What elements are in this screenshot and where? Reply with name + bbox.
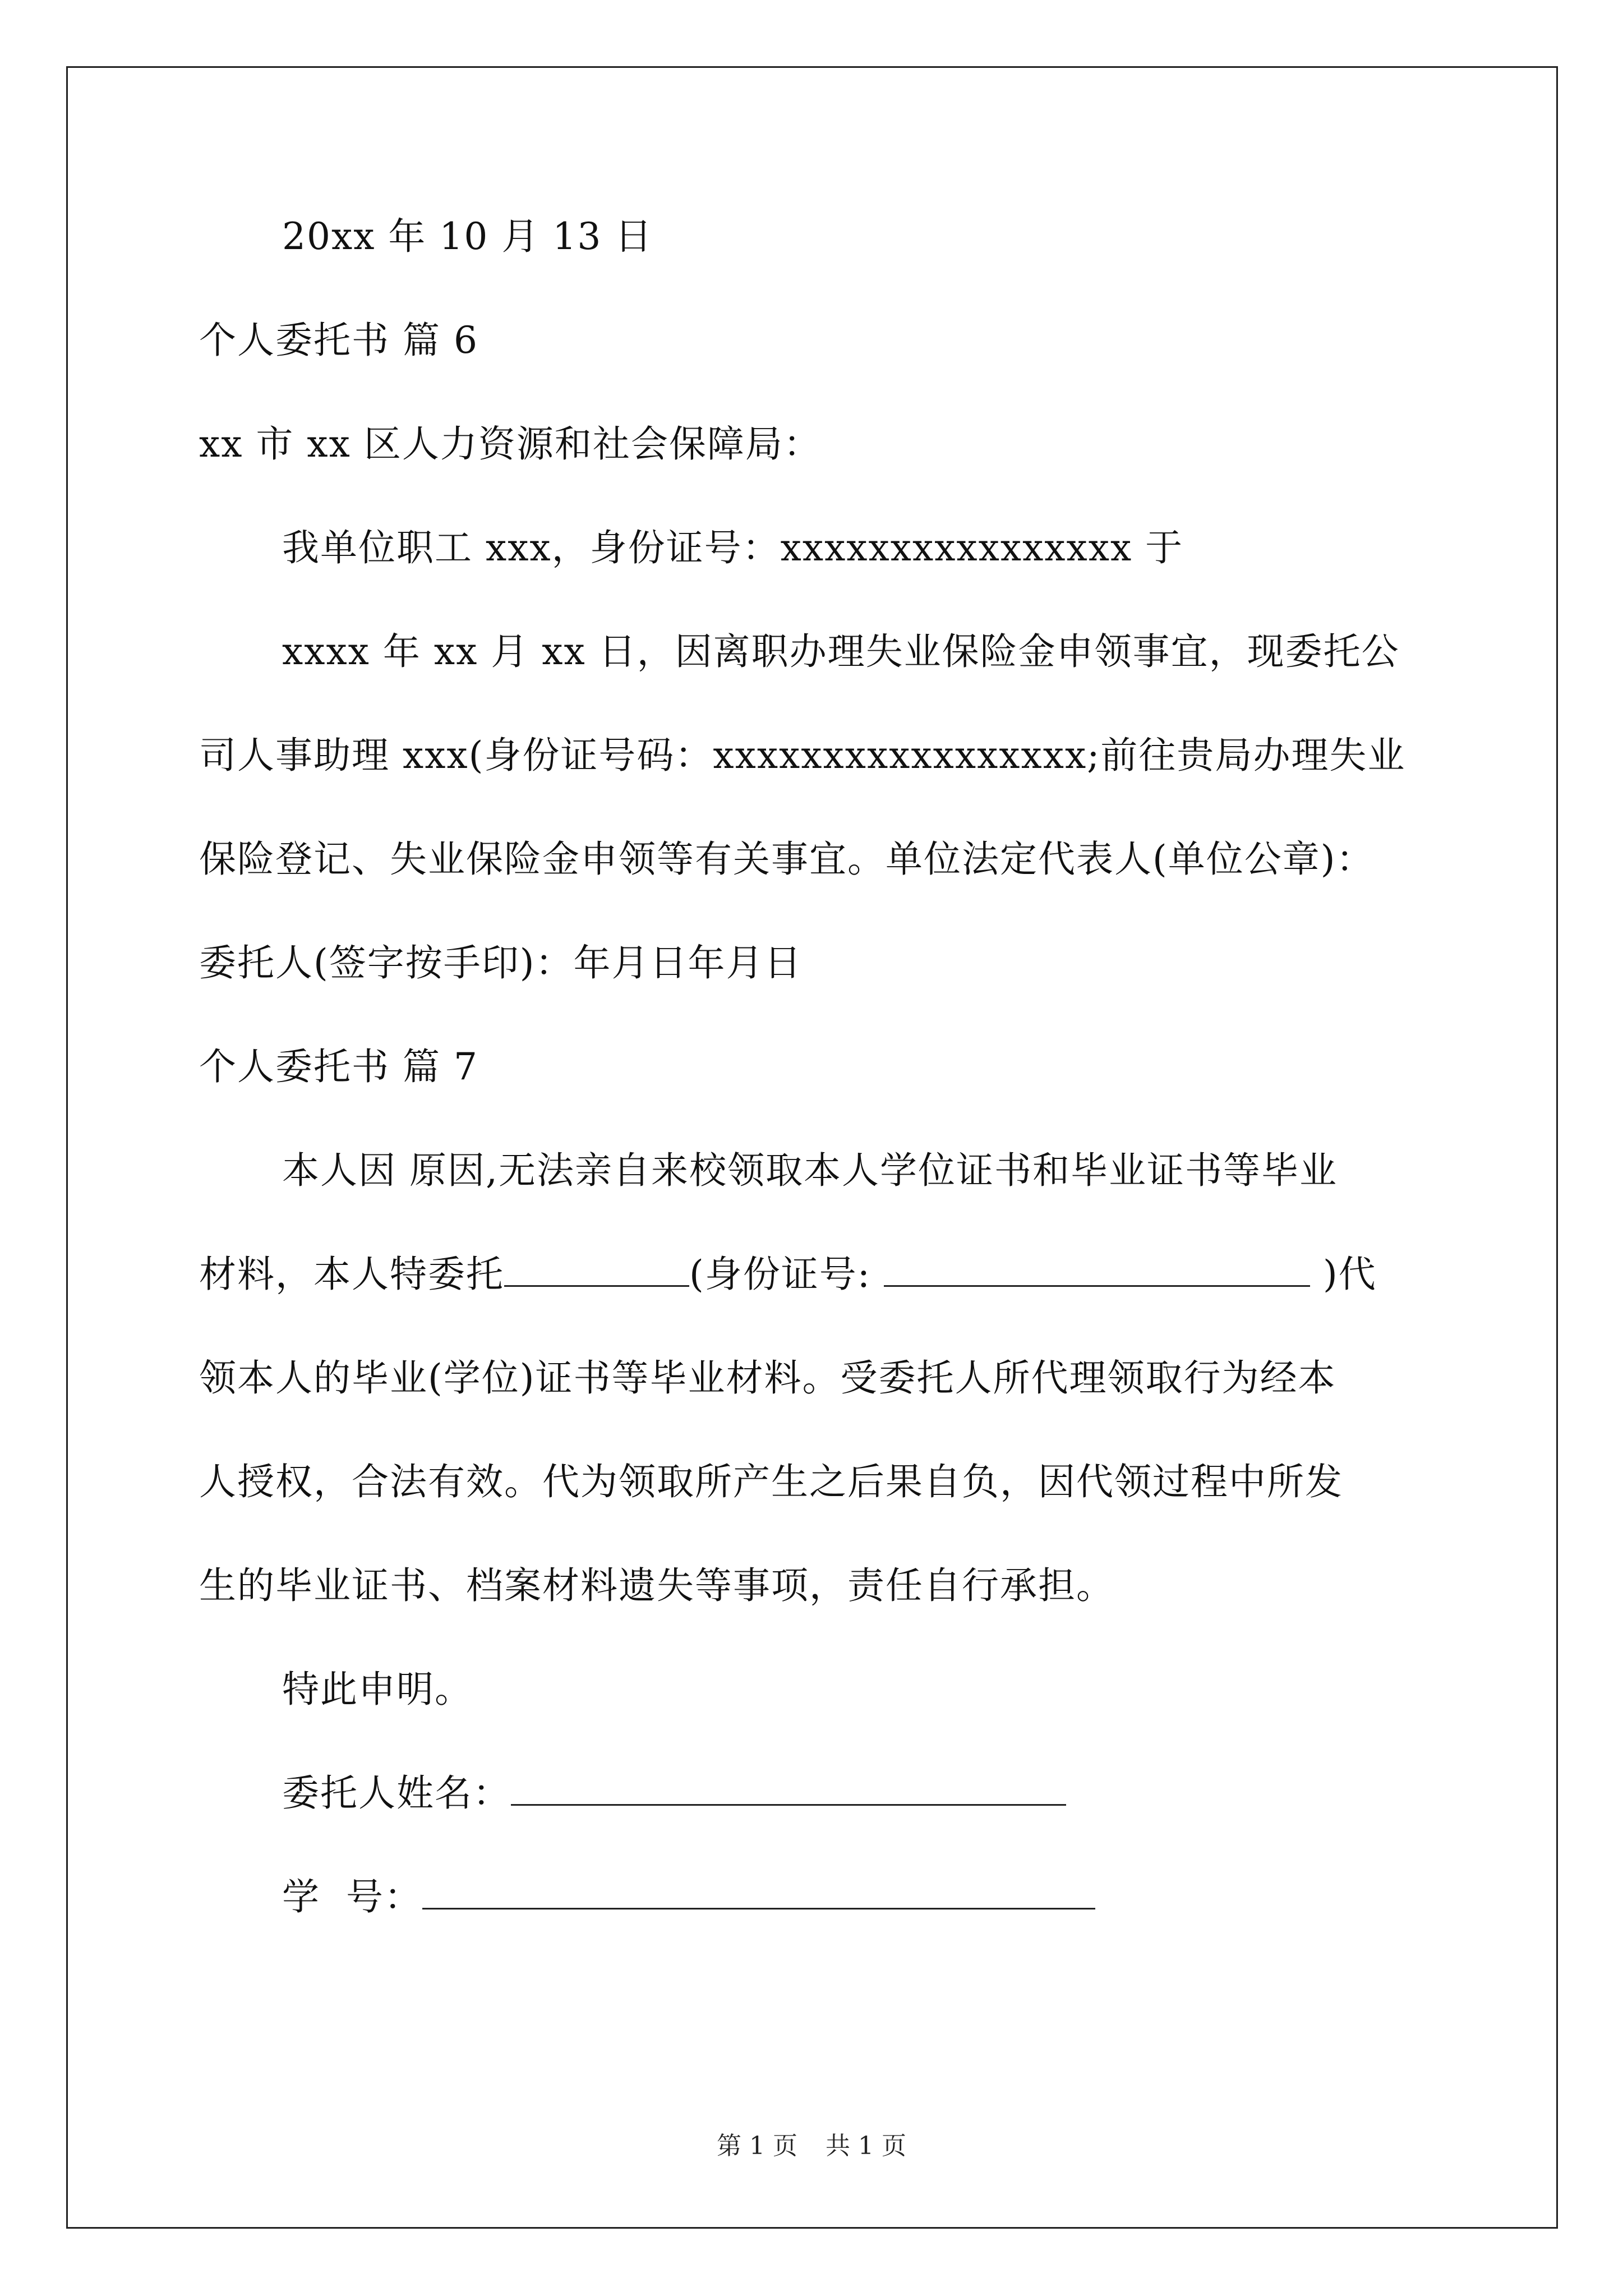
proxy-prefix: 材料，本人特委托 (199, 1253, 504, 1296)
proxy-id-blank (884, 1253, 1310, 1287)
student-id-blank (422, 1875, 1095, 1910)
proxy-suffix: )代 (1310, 1253, 1377, 1296)
declaration-line: 特此申明。 (282, 1668, 473, 1711)
paragraph-line: 司人事助理 xxx(身份证号码：xxxxxxxxxxxxxxxxx;前往贵局办理失业 (199, 734, 1406, 777)
sign-name-label: 委托人姓名： (282, 1772, 511, 1815)
student-id-line (282, 1875, 1095, 1920)
sign-name-line (282, 1771, 1066, 1816)
student-id-label: 学 号： (282, 1875, 422, 1918)
paragraph-line: 领本人的毕业(学位)证书等毕业材料。受委托人所代理领取行为经本 (199, 1356, 1336, 1400)
page-number: 第 1 页 (717, 2132, 797, 2160)
heading-section-7: 个人委托书 篇 7 (199, 1045, 478, 1088)
paragraph-line: 本人因 原因,无法亲自来校领取本人学位证书和毕业证书等毕业 (282, 1149, 1338, 1192)
date-line: 20xx 年 10 月 13 日 (282, 215, 653, 258)
proxy-id-label: (身份证号: (689, 1253, 884, 1296)
signature-line: 委托人(签字按手印)：年月日年月日 (199, 941, 803, 984)
heading-section-6: 个人委托书 篇 6 (199, 319, 478, 362)
recipient-line: xx 市 xx 区人力资源和社会保障局： (199, 422, 822, 466)
paragraph-line: 我单位职工 xxx，身份证号：xxxxxxxxxxxxxxxx 于 (282, 526, 1184, 569)
page-footer (0, 2131, 1623, 2162)
proxy-name-blank (504, 1253, 689, 1287)
page-total: 共 1 页 (826, 2132, 906, 2160)
paragraph-line: 保险登记、失业保险金申领等有关事宜。单位法定代表人(单位公章)： (199, 838, 1375, 881)
sign-name-blank (511, 1772, 1066, 1806)
paragraph-line: 人授权，合法有效。代为领取所产生之后果自负，因代领过程中所发 (199, 1460, 1343, 1503)
paragraph-line: 生的毕业证书、档案材料遗失等事项，责任自行承担。 (199, 1564, 1114, 1607)
proxy-line (199, 1252, 1377, 1297)
paragraph-line: xxxx 年 xx 月 xx 日，因离职办理失业保险金申领事宜，现委托公 (282, 630, 1400, 673)
